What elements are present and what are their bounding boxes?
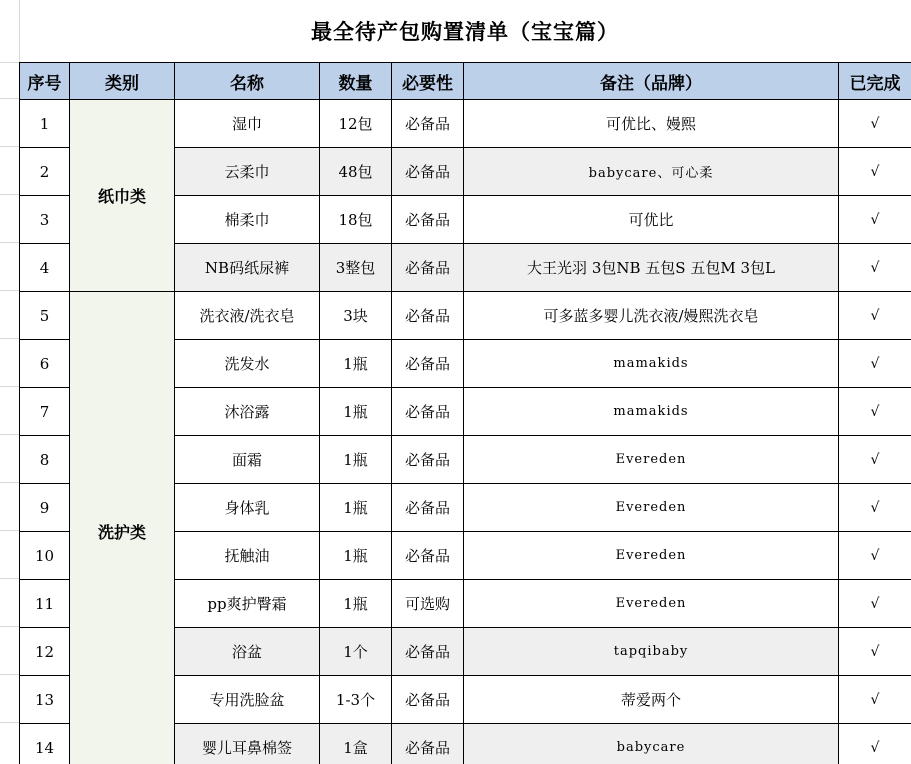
cell-name[interactable]: 浴盆 — [175, 628, 320, 676]
cell-qty[interactable]: 1-3个 — [320, 676, 392, 724]
cell-note[interactable]: 大王光羽 3包NB 五包S 五包M 3包L — [464, 244, 839, 292]
cell-need[interactable]: 必备品 — [392, 676, 464, 724]
cell-done[interactable]: √ — [839, 196, 911, 244]
header-category[interactable]: 类别 — [70, 63, 175, 100]
cell-no[interactable]: 12 — [20, 628, 70, 676]
cell-need[interactable]: 必备品 — [392, 292, 464, 340]
cell-note[interactable]: babycare、可心柔 — [464, 148, 839, 196]
cell-no[interactable]: 9 — [20, 484, 70, 532]
cell-no[interactable]: 2 — [20, 148, 70, 196]
cell-need[interactable]: 必备品 — [392, 724, 464, 764]
cell-done[interactable]: √ — [839, 100, 911, 148]
table-row — [20, 100, 911, 148]
cell-need[interactable]: 必备品 — [392, 196, 464, 244]
cell-need[interactable]: 必备品 — [392, 532, 464, 580]
cell-done[interactable]: √ — [839, 484, 911, 532]
cell-name[interactable]: 棉柔巾 — [175, 196, 320, 244]
cell-done[interactable]: √ — [839, 340, 911, 388]
cell-done[interactable]: √ — [839, 532, 911, 580]
cell-no[interactable]: 1 — [20, 100, 70, 148]
header-done[interactable]: 已完成 — [839, 63, 911, 100]
cell-qty[interactable]: 1瓶 — [320, 484, 392, 532]
header-note[interactable]: 备注（品牌） — [464, 63, 839, 100]
cell-qty[interactable]: 1盒 — [320, 724, 392, 764]
cell-name[interactable]: 专用洗脸盆 — [175, 676, 320, 724]
cell-name[interactable]: 湿巾 — [175, 100, 320, 148]
cell-need[interactable]: 可选购 — [392, 580, 464, 628]
cell-name[interactable]: 沐浴露 — [175, 388, 320, 436]
header-no[interactable]: 序号 — [20, 63, 70, 100]
cell-note[interactable]: 蒂爱两个 — [464, 676, 839, 724]
cell-name[interactable]: 身体乳 — [175, 484, 320, 532]
checklist-table — [19, 62, 911, 764]
cell-note[interactable]: Evereden — [464, 436, 839, 484]
cell-name[interactable]: 抚触油 — [175, 532, 320, 580]
cell-no[interactable]: 13 — [20, 676, 70, 724]
cell-note[interactable]: mamakids — [464, 340, 839, 388]
cell-name[interactable]: 洗发水 — [175, 340, 320, 388]
cell-qty[interactable]: 1瓶 — [320, 580, 392, 628]
cell-name[interactable]: 云柔巾 — [175, 148, 320, 196]
cell-done[interactable]: √ — [839, 580, 911, 628]
cell-no[interactable]: 5 — [20, 292, 70, 340]
table-row — [20, 292, 911, 340]
cell-note[interactable]: Evereden — [464, 580, 839, 628]
cell-name[interactable]: NB码纸尿裤 — [175, 244, 320, 292]
cell-note[interactable]: babycare — [464, 724, 839, 764]
cell-no[interactable]: 14 — [20, 724, 70, 764]
cell-no[interactable]: 4 — [20, 244, 70, 292]
cell-note[interactable]: 可优比、嫚熙 — [464, 100, 839, 148]
cell-note[interactable]: Evereden — [464, 532, 839, 580]
cell-note[interactable]: Evereden — [464, 484, 839, 532]
cell-name[interactable]: 婴儿耳鼻棉签 — [175, 724, 320, 764]
cell-need[interactable]: 必备品 — [392, 484, 464, 532]
cell-note[interactable]: tapqibaby — [464, 628, 839, 676]
cell-done[interactable]: √ — [839, 292, 911, 340]
cell-note[interactable]: 可优比 — [464, 196, 839, 244]
cell-name[interactable]: 洗衣液/洗衣皂 — [175, 292, 320, 340]
cell-qty[interactable]: 1瓶 — [320, 388, 392, 436]
cell-name[interactable]: 面霜 — [175, 436, 320, 484]
cell-done[interactable]: √ — [839, 244, 911, 292]
cell-done[interactable]: √ — [839, 436, 911, 484]
header-row — [20, 63, 911, 100]
cell-qty[interactable]: 48包 — [320, 148, 392, 196]
cell-qty[interactable]: 1瓶 — [320, 532, 392, 580]
cell-need[interactable]: 必备品 — [392, 100, 464, 148]
cell-no[interactable]: 8 — [20, 436, 70, 484]
cell-need[interactable]: 必备品 — [392, 388, 464, 436]
cell-qty[interactable]: 1个 — [320, 628, 392, 676]
cell-no[interactable]: 6 — [20, 340, 70, 388]
cell-qty[interactable]: 3整包 — [320, 244, 392, 292]
cell-no[interactable]: 11 — [20, 580, 70, 628]
cell-done[interactable]: √ — [839, 388, 911, 436]
cell-qty[interactable]: 3块 — [320, 292, 392, 340]
sheet-title[interactable]: 最全待产包购置清单（宝宝篇） — [311, 19, 619, 44]
cell-need[interactable]: 必备品 — [392, 244, 464, 292]
cell-done[interactable]: √ — [839, 148, 911, 196]
cell-need[interactable]: 必备品 — [392, 436, 464, 484]
cell-qty[interactable]: 12包 — [320, 100, 392, 148]
cell-qty[interactable]: 18包 — [320, 196, 392, 244]
row-gridlines — [0, 0, 19, 764]
cell-done[interactable]: √ — [839, 676, 911, 724]
header-name[interactable]: 名称 — [175, 63, 320, 100]
cell-category-care[interactable]: 洗护类 — [70, 292, 175, 764]
cell-need[interactable]: 必备品 — [392, 628, 464, 676]
cell-category-paper[interactable]: 纸巾类 — [70, 100, 175, 292]
cell-qty[interactable]: 1瓶 — [320, 436, 392, 484]
cell-note[interactable]: mamakids — [464, 388, 839, 436]
cell-done[interactable]: √ — [839, 628, 911, 676]
cell-qty[interactable]: 1瓶 — [320, 340, 392, 388]
cell-need[interactable]: 必备品 — [392, 340, 464, 388]
cell-need[interactable]: 必备品 — [392, 148, 464, 196]
cell-no[interactable]: 10 — [20, 532, 70, 580]
cell-no[interactable]: 7 — [20, 388, 70, 436]
header-qty[interactable]: 数量 — [320, 63, 392, 100]
cell-done[interactable]: √ — [839, 724, 911, 764]
cell-no[interactable]: 3 — [20, 196, 70, 244]
cell-note[interactable]: 可多蓝多婴儿洗衣液/嫚熙洗衣皂 — [464, 292, 839, 340]
header-need[interactable]: 必要性 — [392, 63, 464, 100]
cell-name[interactable]: pp爽护臀霜 — [175, 580, 320, 628]
